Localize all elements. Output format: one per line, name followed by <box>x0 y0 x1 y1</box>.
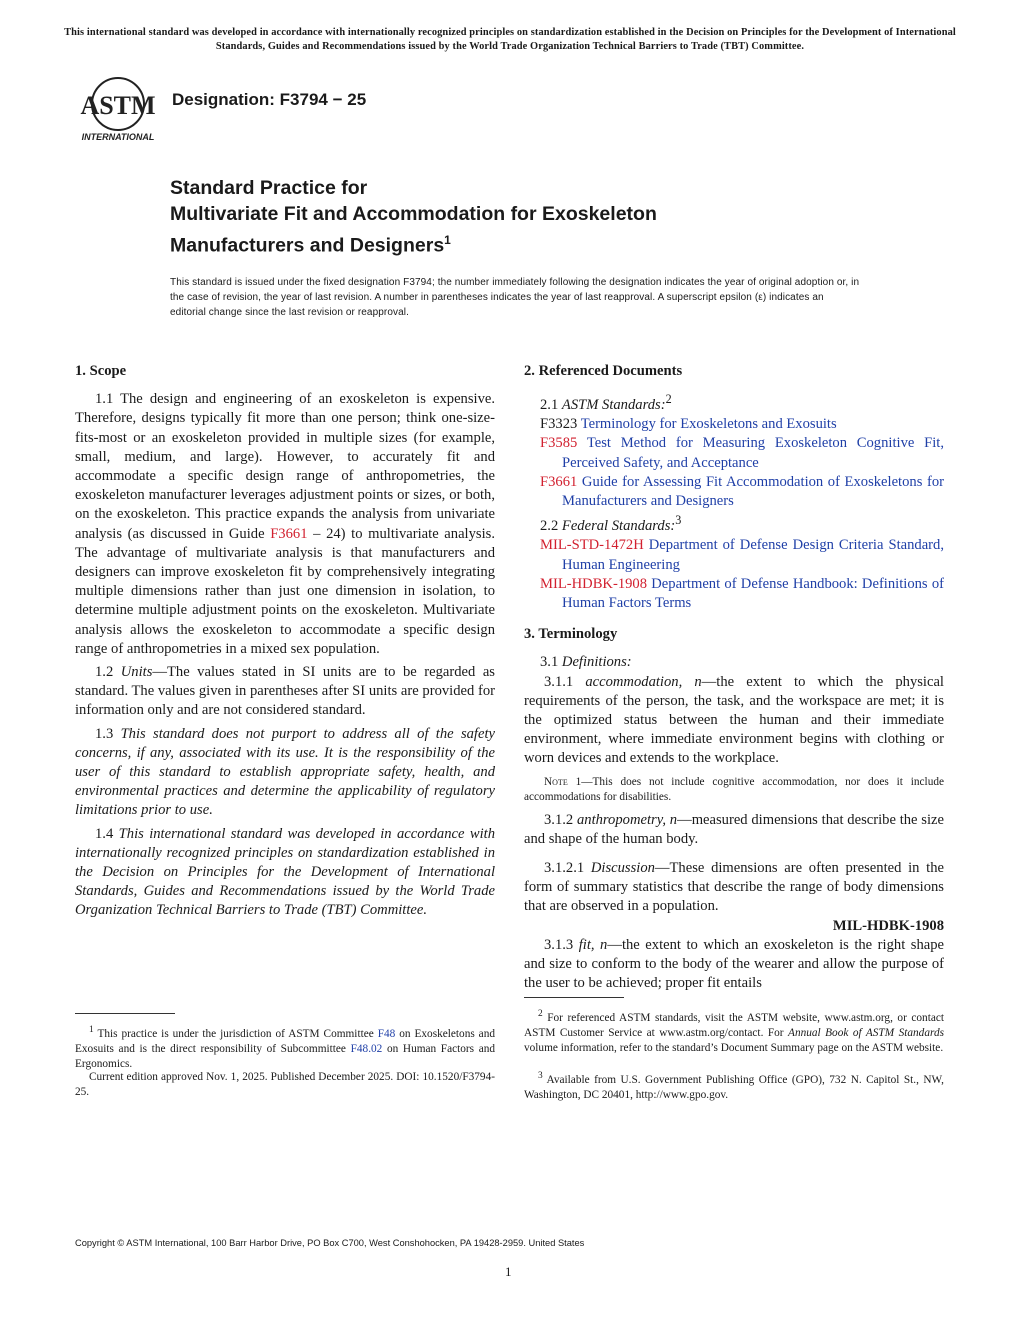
title-line-1: Standard Practice for <box>170 177 368 199</box>
ref-item: F3585 Test Method for Measuring Exoskeleton Cognitive Fit, Perceived Safety, and Acceptance <box>540 435 944 471</box>
federal-standards-label: 2.2 Federal Standards:$^3$ <box>540 513 682 535</box>
footnote-rule-left <box>75 1013 175 1014</box>
svg-text:ASTM: ASTM <box>80 91 156 120</box>
footnote-1-edition: Current edition approved Nov. 1, 2025. Published December 2025. DOI: 10.1520/F3794-25. <box>75 1071 495 1098</box>
top-notice: This international standard was developed in accordance with internationally recognized principles on standardization established in the Decision on Principles for the Development of International Standards, Guides and Recommendations issued by the World Trade Organization Technical Barriers to Trade (TBT) Committee. <box>64 27 956 52</box>
note-1: Note 1—This does not include cognitive accommodation, nor does it include accommodations for disabilities. <box>524 775 944 803</box>
definition-fit: 3.1.3 fit, n—the extent to which an exoskeleton is the right shape and size to conform to the body of the wearer and allow the purpose of the user to be achieved; proper fit entails <box>524 936 944 992</box>
ref-item: MIL-STD-1472H Department of Defense Design Criteria Standard, Human Engineering <box>540 537 944 573</box>
discussion-3-1-2-1: 3.1.2.1 Discussion—These dimensions are often presented in the form of summary statistics that describe the range of body dimensions that are observed in a population. <box>524 859 944 915</box>
section-heading-referenced: 2. Referenced Documents <box>524 363 683 379</box>
footnote-2: $^2$ For referenced ASTM standards, visit the ASTM website, www.astm.org, or contact ASTM Customer Service at www.astm.org/contact. For Annual Book of ASTM Standards volume information, refer to the standard’s Document Summary page on the ASTM website. <box>524 1009 945 1054</box>
footnote-1: $^1$ This practice is under the jurisdiction of ASTM Committee F48 on Exoskeletons and Exosuits and is the direct responsibility of Subcommittee F48.02 on Human Factors and Ergonomics. <box>75 1025 496 1070</box>
issue-note: This standard is issued under the fixed designation F3794; the number immediately following the designation indicates the year of original adoption or, in the case of revision, the year of last revision. A number in parentheses indicates the year of last reapproval. A superscript epsilon (ε) indicates an editorial change since the last revision or reapproval. <box>170 277 860 318</box>
link-f48-02[interactable]: F48.02 <box>350 1042 383 1055</box>
page-number: 1 <box>505 1264 512 1279</box>
paragraph-1-4: 1.4 This international standard was developed in accordance with internationally recognized principles on standardization established in the Decision on Principles for the Development of International Standards, Guides and Recommendations issued by the World Trade Organization Technical Barriers to Trade (TBT) Committee. <box>75 825 496 919</box>
left-column <box>75 362 495 925</box>
document-title <box>170 175 870 259</box>
paragraph-1-2: 1.2 Units—The values stated in SI units are to be regarded as standard. The values given in parentheses after SI units are provided for information only and are not considered standard. <box>75 664 495 719</box>
link-f48[interactable]: F48 <box>377 1027 396 1040</box>
definition-accommodation: 3.1.1 accommodation, n—the extent to which the physical requirements of the person, the task, and the workspace are met; it is the optimized status between the human and their immediate environment, where immediate environment begins with clothing or worn devices and extends to the workplace. <box>524 673 944 767</box>
ref-link[interactable]: Terminology for Exoskeletons and Exosuits <box>580 416 837 433</box>
copyright-footer: Copyright © ASTM International, 100 Barr Harbor Drive, PO Box C700, West Conshohocken, PA 19428-2959. United States <box>75 1238 585 1248</box>
svg-text:INTERNATIONAL: INTERNATIONAL <box>81 132 155 142</box>
astm-logo <box>78 74 160 144</box>
right-column <box>524 362 944 997</box>
definition-anthropometry: 3.1.2 anthropometry, n—measured dimensions that describe the size and shape of the human body. <box>524 811 944 847</box>
ref-item: F3323 Terminology for Exoskeletons and Exosuits <box>540 416 837 433</box>
ref-link[interactable]: Guide for Assessing Fit Accommodation of Exoskeletons for Manufacturers and Designers <box>562 473 944 510</box>
footnote-3: $^3$ Available from U.S. Government Publishing Office (GPO), 732 N. Capitol St., NW, Washington, DC 20401, http://www.gpo.gov. <box>524 1071 944 1101</box>
ref-link[interactable]: Test Method for Measuring Exoskeleton Cognitive Fit, Perceived Safety, and Acceptance <box>562 435 944 471</box>
paragraph-1-3: 1.3 This standard does not purport to address all of the safety concerns, if any, associated with its use. It is the responsibility of the user of this standard to establish appropriate safety, health, and environmental practices and determine the applicability of regulatory limitations prior to use. <box>75 725 495 819</box>
section-heading-terminology: 3. Terminology <box>524 626 618 643</box>
ref-item: F3661 Guide for Assessing Fit Accommodation of Exoskeletons for Manufacturers and Designers <box>540 473 944 510</box>
ref-item: MIL-HDBK-1908 Department of Defense Handbook: Definitions of Human Factors Terms <box>540 575 944 611</box>
footnote-rule-right <box>524 997 624 998</box>
title-line-2: Multivariate Fit and Accommodation for Exoskeleton <box>170 203 657 225</box>
designation: Designation: F3794 − 25 <box>172 90 367 109</box>
definitions-label: 3.1 Definitions: <box>540 654 632 671</box>
ref-link[interactable]: Department of Defense Handbook: Definitions of Human Factors Terms <box>562 575 944 611</box>
link-f3661-inline[interactable]: F3661 <box>270 525 308 542</box>
title-line-3: Manufacturers and Designers$^1$ <box>170 233 451 257</box>
section-heading-scope: 1. Scope <box>75 363 127 379</box>
title-footnote-mark: 1 <box>444 233 451 247</box>
ref-link[interactable]: Department of Defense Design Criteria Standard, Human Engineering <box>562 537 944 573</box>
astm-standards-label: 2.1 ASTM Standards:$^2$ <box>540 392 672 414</box>
citation-mil-hdbk: MIL-HDBK-1908 <box>832 917 944 934</box>
paragraph-1-1: 1.1 The design and engineering of an exoskeleton is expensive. Therefore, designs typically fit more than one person; think one-size-fits-most or an exoskeleton provided in multiple sizes (for example, small, medium, and large). However, to accurately fit and accommodate a specific design range of anthropometries, the exoskeleton manufacturer leverages adjustment points or sizes, or both, on the exoskeleton. This practice expands the analysis from univariate analysis (as discussed in Guide F3661 – 24) to multivariate analysis. The advantage of multivariate analysis is that manufacturers and designers can improve exoskeleton fit by comprehensively integrating multiple dimensions rather than just one dimension in isolation, to determine multiple adjustment points on the exoskeleton. Multivariate analysis allows the exoskeleton to accommodate a specific design range of anthropometries in a mixed sex population. <box>75 391 495 657</box>
